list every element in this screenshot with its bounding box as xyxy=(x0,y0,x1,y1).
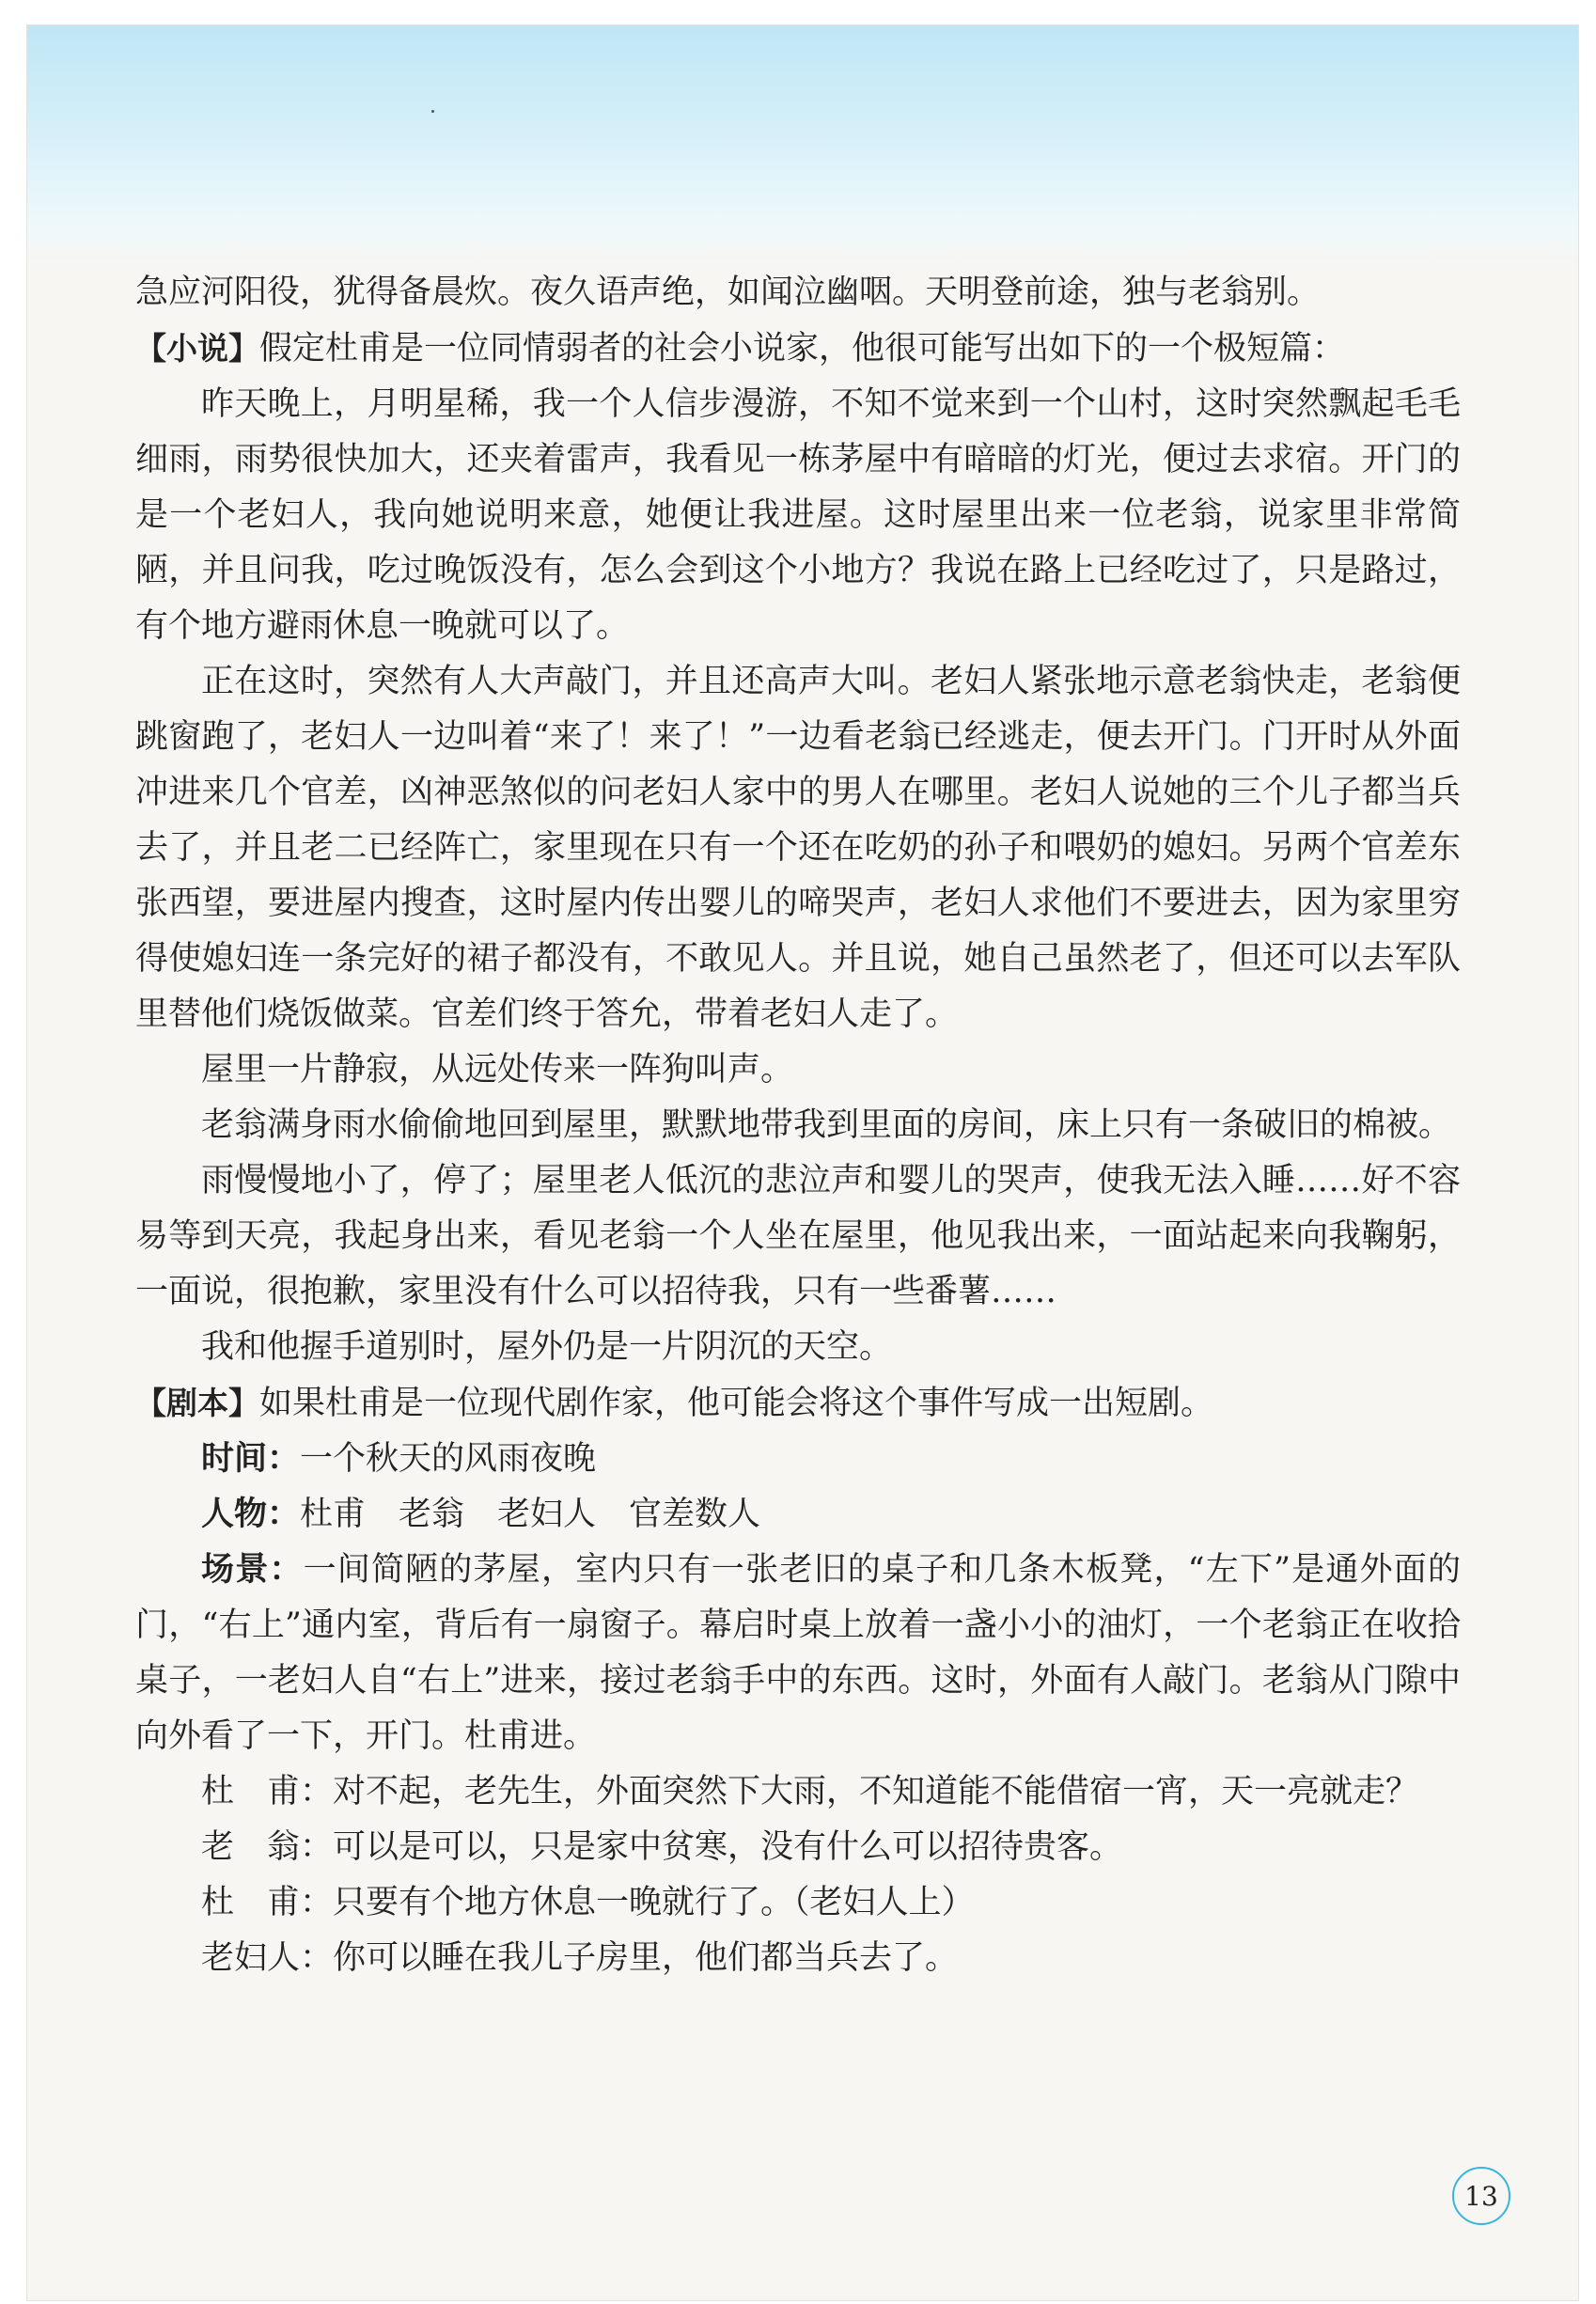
speaker: 老 翁： xyxy=(201,1828,334,1866)
page-number: 13 xyxy=(1452,2167,1510,2225)
speaker: 杜 甫： xyxy=(201,1773,334,1810)
novel-paragraph: 我和他握手道别时，屋外仍是一片阴沉的天空。 xyxy=(201,1328,893,1366)
people-value: 杜甫 老翁 老妇人 官差数人 xyxy=(300,1496,761,1533)
line-text: 只要有个地方休息一晚就行了。（老妇人上） xyxy=(333,1884,975,1921)
novel-intro xyxy=(135,321,1461,377)
line-text: 你可以睡在我儿子房里，他们都当兵去了。 xyxy=(333,1939,959,1977)
novel-paragraph: 正在这时，突然有人大声敲门，并且还高声大叫。老妇人紧张地示意老翁快走，老翁便跳窗跑了，老妇人一边叫着“来了！来了！”一边看老翁已经逃走，便去开门。门开时从外面冲进来几个官差，凶神恶煞似的问老妇人家中的男人在哪里。老妇人说她的三个儿子都当兵去了，并且老二已经阵亡，家里现在只有一个还在吃奶的孙子和喂奶的媳妇。另两个官差东张西望，要进屋内搜查，这时屋内传出婴儿的啼哭声，老妇人求他们不要进去，因为家里穷得使媳妇连一条完好的裙子都没有，不敢见人。并且说，她自己虽然老了，但还可以去军队里替他们烧饭做菜。官差们终于答允，带着老妇人走了。 xyxy=(135,663,1461,1033)
dialogue-line xyxy=(135,1820,1461,1875)
header-band xyxy=(27,25,1578,270)
time-label: 时间： xyxy=(201,1440,301,1478)
textbook-page xyxy=(26,24,1579,2301)
dialogue-line xyxy=(135,1875,1461,1931)
novel-tag: 【小说】 xyxy=(135,330,259,367)
novel-intro-text: 假定杜甫是一位同情弱者的社会小说家，他很可能写出如下的一个极短篇： xyxy=(259,330,1346,368)
time-value: 一个秋天的风雨夜晚 xyxy=(300,1440,597,1478)
page-content xyxy=(135,265,1461,1986)
people-label: 人物： xyxy=(201,1496,301,1533)
script-time xyxy=(135,1432,1461,1487)
dialogue-line xyxy=(135,1764,1461,1820)
speaker: 老妇人： xyxy=(201,1939,334,1977)
poem-tail: 急应河阳役，犹得备晨炊。夜久语声绝，如闻泣幽咽。天明登前途，独与老翁别。 xyxy=(135,274,1321,311)
line-text: 对不起，老先生，外面突然下大雨，不知道能不能借宿一宵，天一亮就走？ xyxy=(333,1773,1419,1810)
scene-label: 场景： xyxy=(201,1551,304,1589)
dialogue-line xyxy=(135,1931,1461,1986)
line-text: 可以是可以，只是家中贫寒，没有什么可以招待贵客。 xyxy=(333,1828,1123,1866)
novel-paragraph: 雨慢慢地小了，停了；屋里老人低沉的悲泣声和婴儿的哭声，使我无法入睡……好不容易等到天亮，我起身出来，看见老翁一个人坐在屋里，他见我出来，一面站起来向我鞠躬，一面说，很抱歉，家里没有什么可以招待我，只有一些番薯…… xyxy=(135,1162,1461,1310)
novel-paragraph: 昨天晚上，月明星稀，我一个人信步漫游，不知不觉来到一个山村，这时突然飘起毛毛细雨，雨势很快加大，还夹着雷声，我看见一栋茅屋中有暗暗的灯光，便过去求宿。开门的是一个老妇人，我向她说明来意，她便让我进屋。这时屋里出来一位老翁，说家里非常简陋，并且问我，吃过晚饭没有，怎么会到这个小地方？我说在路上已经吃过了，只是路过，有个地方避雨休息一晚就可以了。 xyxy=(135,385,1461,645)
scene-value: 一间简陋的茅屋，室内只有一张老旧的桌子和几条木板凳，“左下”是通外面的门，“右上”通内室，背后有一扇窗子。幕启时桌上放着一盏小小的油灯，一个老翁正在收拾桌子，一老妇人自“右上”进来，接过老翁手中的东西。这时，外面有人敲门。老翁从门隙中向外看了一下，开门。杜甫进。 xyxy=(135,1551,1461,1755)
script-people xyxy=(135,1487,1461,1543)
speaker: 杜 甫： xyxy=(201,1884,334,1921)
speck xyxy=(431,110,434,113)
novel-paragraph: 屋里一片静寂，从远处传来一阵狗叫声。 xyxy=(201,1051,794,1089)
script-scene xyxy=(135,1543,1461,1764)
script-tag: 【剧本】 xyxy=(135,1385,259,1421)
novel-paragraph: 老翁满身雨水偷偷地回到屋里，默默地带我到里面的房间，床上只有一条破旧的棉被。 xyxy=(201,1106,1452,1144)
script-intro-text: 如果杜甫是一位现代剧作家，他可能会将这个事件写成一出短剧。 xyxy=(259,1385,1214,1422)
script-intro xyxy=(135,1375,1461,1432)
